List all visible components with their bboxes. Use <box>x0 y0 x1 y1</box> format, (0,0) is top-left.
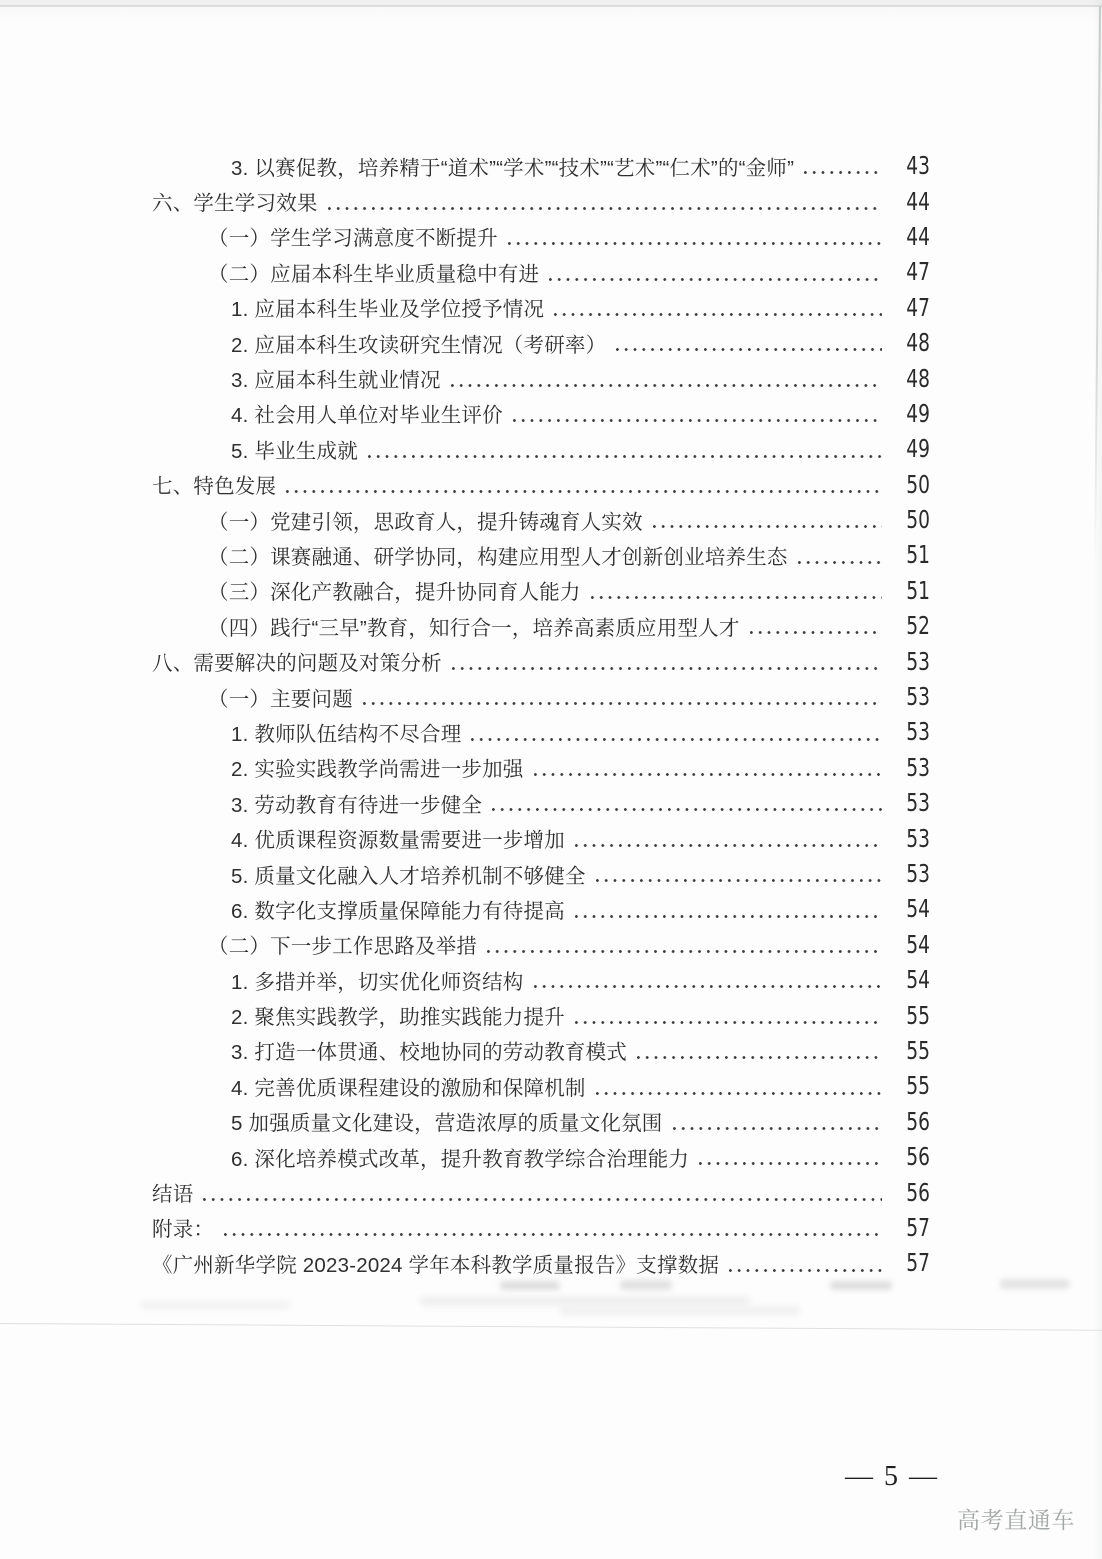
scan-smudge <box>500 1281 560 1290</box>
toc-entry-page: 43 <box>906 151 930 181</box>
toc-entry-page: 47 <box>906 257 930 287</box>
toc-entry-label: 3. 以赛促教，培养精于“道术”“学术”“技术”“艺术”“仁术”的“金师” <box>231 156 795 180</box>
table-of-contents <box>152 148 930 1281</box>
toc-entry-page: 51 <box>906 540 930 570</box>
scan-smudge <box>830 1281 892 1290</box>
scan-smudge <box>420 1296 750 1306</box>
toc-entry-page: 53 <box>906 717 930 747</box>
toc-entry-page: 44 <box>906 221 930 251</box>
toc-entry-page: 53 <box>906 752 930 782</box>
toc-entry-label: 6. 深化培养模式改革，提升教育教学综合治理能力 <box>231 1147 690 1171</box>
dot-leader <box>224 1233 882 1236</box>
toc-entry-page: 54 <box>906 894 930 924</box>
dot-leader <box>203 1198 882 1201</box>
toc-entry-page: 50 <box>906 505 930 535</box>
toc-entry-label: 3. 打造一体贯通、校地协同的劳动教育模式 <box>231 1041 627 1065</box>
toc-entry <box>152 537 930 572</box>
dot-leader <box>616 348 882 351</box>
dot-leader <box>492 808 882 811</box>
toc-entry-label: 1. 教师队伍结构不尽合理 <box>231 722 462 746</box>
toc-entry <box>152 997 930 1032</box>
toc-entry <box>152 962 930 997</box>
toc-entry <box>152 573 930 608</box>
toc-entry-page: 53 <box>906 823 930 853</box>
toc-entry <box>152 467 930 502</box>
toc-entry-page: 53 <box>906 859 930 888</box>
scan-fold-line <box>0 1323 1102 1331</box>
toc-entry <box>152 219 930 254</box>
dot-leader <box>534 773 883 776</box>
toc-entry-page: 48 <box>906 328 930 358</box>
dot-leader <box>653 525 882 528</box>
dot-leader <box>596 1092 882 1095</box>
toc-entry-page: 51 <box>906 575 930 605</box>
dot-leader <box>554 313 882 316</box>
scan-edge-top-line <box>0 5 1102 7</box>
toc-entry-label: 5 加强质量文化建设，营造浓厚的质量文化氛围 <box>231 1112 663 1136</box>
toc-entry <box>152 1245 930 1280</box>
toc-entry <box>152 714 930 749</box>
toc-entry-page: 49 <box>906 434 930 464</box>
toc-entry-label: 七、特色发展 <box>152 475 277 499</box>
toc-entry-page: 44 <box>906 186 930 216</box>
toc-entry-label: （二）课赛融通、研学协同，构建应用型人才创新创业培养生态 <box>208 545 788 569</box>
toc-entry-label: （三）深化产教融合，提升协同育人能力 <box>208 581 581 605</box>
dot-leader <box>368 455 882 458</box>
toc-entry-page: 47 <box>906 292 930 322</box>
dot-leader <box>328 207 882 210</box>
toc-entry <box>152 254 930 289</box>
toc-entry-label: （四）践行“三早”教育，知行合一，培养高素质应用型人才 <box>208 616 740 640</box>
dot-leader <box>452 667 882 670</box>
toc-entry-page: 57 <box>906 1212 930 1242</box>
toc-entry-label: 5. 质量文化融入人才培养机制不够健全 <box>231 864 586 888</box>
dot-leader <box>363 702 882 705</box>
toc-entry-label: 3. 应届本科生就业情况 <box>231 369 441 393</box>
toc-entry-page: 53 <box>906 682 930 712</box>
toc-entry-label: 6. 数字化支撑质量保障能力有待提高 <box>231 899 565 923</box>
toc-entry-label: 八、需要解决的问题及对策分析 <box>152 652 442 676</box>
dot-leader <box>699 1162 882 1165</box>
toc-entry-label: 2. 应届本科生攻读研究生情况（考研率） <box>231 333 607 357</box>
toc-entry-label: （一）党建引领，思政育人，提升铸魂育人实效 <box>208 510 643 534</box>
toc-entry-page: 53 <box>906 788 930 818</box>
toc-entry-label: 结语 <box>152 1183 194 1207</box>
toc-entry-page: 48 <box>906 363 930 393</box>
toc-entry-page: 54 <box>906 965 930 995</box>
toc-entry-label: 2. 聚焦实践教学，助推实践能力提升 <box>231 1006 565 1030</box>
toc-entry <box>152 785 930 820</box>
toc-entry-label: 5. 毕业生成就 <box>231 439 358 463</box>
scan-smudge <box>560 1306 800 1315</box>
toc-entry <box>152 396 930 431</box>
dot-leader <box>804 171 882 174</box>
toc-entry-page: 56 <box>906 1106 930 1136</box>
dot-leader <box>513 419 882 422</box>
toc-entry-page: 55 <box>906 1071 930 1101</box>
toc-entry <box>152 927 930 962</box>
dot-leader <box>750 631 882 634</box>
toc-entry <box>152 1174 930 1209</box>
toc-entry <box>152 750 930 785</box>
toc-entry-label: 3. 劳动教育有待进一步健全 <box>231 793 483 817</box>
toc-entry-label: 《广州新华学院 2023-2024 学年本科教学质量报告》支撑数据 <box>152 1253 720 1277</box>
toc-entry <box>152 148 930 183</box>
toc-entry <box>152 856 930 891</box>
dot-leader <box>549 278 882 281</box>
toc-entry-page: 56 <box>906 1142 930 1172</box>
toc-entry <box>152 679 930 714</box>
toc-entry <box>152 643 930 678</box>
toc-entry-label: 2. 实验实践教学尚需进一步加强 <box>231 758 524 782</box>
toc-entry-label: 六、学生学习效果 <box>152 192 318 216</box>
dot-leader <box>487 950 882 953</box>
toc-entry <box>152 502 930 537</box>
dot-leader <box>575 1021 882 1024</box>
toc-entry-page: 53 <box>906 646 930 676</box>
dot-leader <box>575 844 882 847</box>
toc-entry-label: 4. 优质课程资源数量需要进一步增加 <box>231 829 565 853</box>
toc-entry <box>152 325 930 360</box>
toc-entry <box>152 891 930 926</box>
toc-entry-label: （一）主要问题 <box>208 687 353 711</box>
dot-leader <box>534 985 883 988</box>
toc-entry-label: （二）下一步工作思路及举措 <box>208 935 478 959</box>
toc-entry-page: 52 <box>906 611 930 641</box>
toc-entry-page: 56 <box>906 1177 930 1207</box>
toc-entry-page: 55 <box>906 1035 930 1065</box>
toc-entry-label: 1. 应届本科生毕业及学位授予情况 <box>231 298 545 322</box>
page-number: — 5 — <box>845 1461 939 1492</box>
dot-leader <box>729 1269 882 1272</box>
toc-entry <box>152 360 930 395</box>
toc-entry <box>152 183 930 218</box>
scan-smudge <box>620 1280 672 1290</box>
dot-leader <box>471 738 882 741</box>
toc-entry <box>152 1210 930 1245</box>
toc-entry <box>152 290 930 325</box>
dot-leader <box>637 1056 882 1059</box>
toc-entry-page: 54 <box>906 929 930 959</box>
toc-entry <box>152 431 930 466</box>
toc-entry-label: （二）应届本科生毕业质量稳中有进 <box>208 262 540 286</box>
toc-entry-page: 50 <box>906 469 930 499</box>
dot-leader <box>673 1127 883 1130</box>
toc-entry <box>152 1104 930 1139</box>
dot-leader <box>596 879 882 882</box>
toc-entry <box>152 1068 930 1103</box>
watermark: 高考直通车 <box>957 1507 1075 1533</box>
toc-entry-label: 4. 完善优质课程建设的激励和保障机制 <box>231 1076 586 1100</box>
dot-leader <box>286 490 882 493</box>
toc-entry <box>152 1033 930 1068</box>
dot-leader <box>451 384 882 387</box>
dot-leader <box>798 561 882 564</box>
toc-entry-label: （一）学生学习满意度不断提升 <box>208 227 498 251</box>
toc-entry <box>152 820 930 855</box>
toc-entry <box>152 1139 930 1174</box>
dot-leader <box>591 596 882 599</box>
toc-entry-label: 1. 多措并举，切实优化师资结构 <box>231 970 524 994</box>
dot-leader <box>508 242 882 245</box>
scan-smudge <box>140 1301 290 1309</box>
toc-entry-page: 49 <box>906 398 930 428</box>
toc-entry-label: 4. 社会用人单位对毕业生评价 <box>231 404 503 428</box>
toc-entry-page: 57 <box>906 1248 930 1278</box>
dot-leader <box>575 915 882 918</box>
toc-entry-label: 附录： <box>152 1218 215 1242</box>
scan-smudge <box>1000 1279 1070 1289</box>
toc-entry <box>152 608 930 643</box>
toc-entry-page: 55 <box>906 1000 930 1030</box>
